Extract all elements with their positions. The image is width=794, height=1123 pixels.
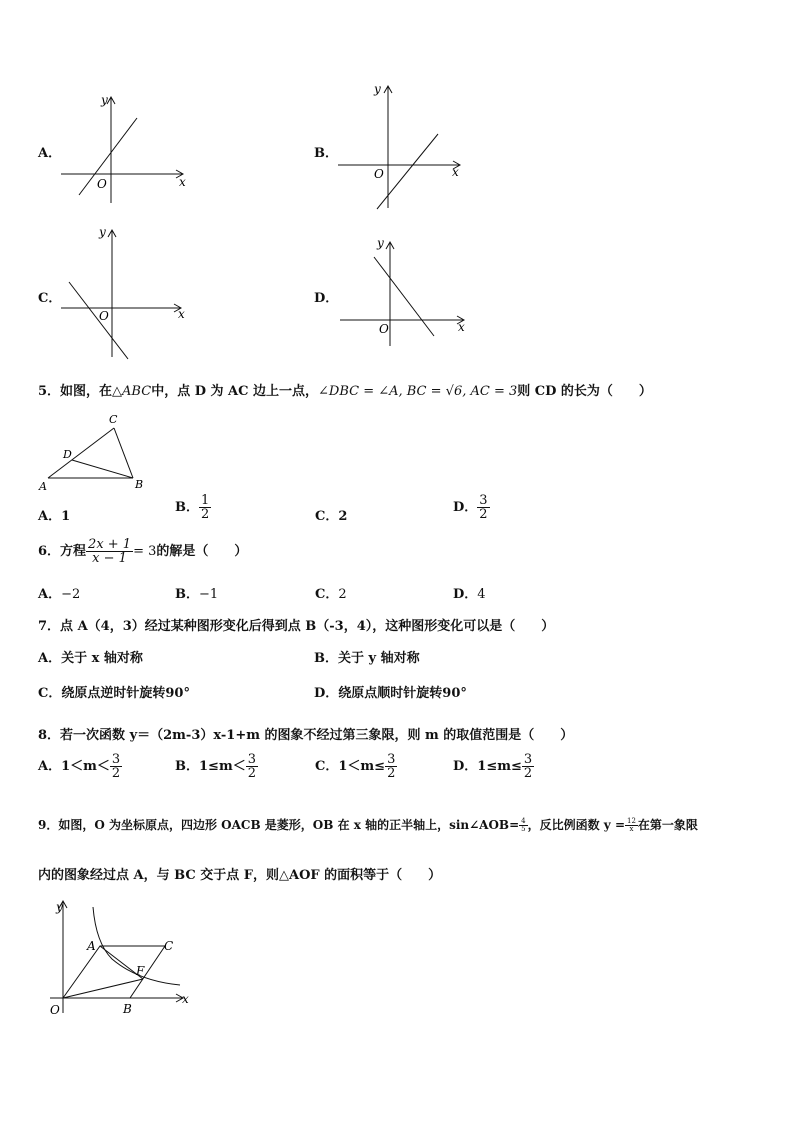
q8-option-d-num: 3: [523, 752, 533, 767]
origin-label: O: [374, 167, 384, 181]
origin-label: O: [379, 322, 389, 336]
point-a-label: A: [39, 480, 47, 493]
q8-option-d[interactable]: [453, 753, 534, 780]
q5-stem: [38, 380, 652, 399]
q6-option-a-label: A．: [38, 587, 62, 602]
q9-figure: [40, 895, 200, 1020]
x-axis-label: x: [178, 307, 185, 321]
q6-suffix: 的解是（ ）: [156, 544, 248, 559]
q8-option-c-den: 2: [387, 766, 396, 781]
q8-option-c[interactable]: [315, 753, 397, 780]
x-axis-label: x: [182, 992, 189, 1006]
y-axis-label: y: [101, 93, 108, 107]
q7-option-a-value: 关于 x 轴对称: [61, 651, 143, 666]
origin-label: O: [97, 177, 107, 191]
q8-option-b-value: 1≤m＜: [199, 759, 246, 774]
origin-label: O: [50, 1003, 60, 1017]
q4-option-b-label: B．: [314, 146, 338, 161]
q7-option-b-label: B．: [314, 651, 338, 666]
q5-option-a-value: 1: [61, 509, 71, 524]
q6-option-b-label: B．: [175, 587, 199, 602]
q7-stem: 7．点 A（4，3）经过某种图形变化后得到点 B（-3，4），这种图形变化可以是（ ）: [38, 619, 555, 634]
q4-graph-a: [55, 85, 200, 210]
q6-option-c-label: C．: [315, 587, 339, 602]
point-c-label: C: [164, 939, 174, 953]
q6-option-c[interactable]: [315, 583, 347, 602]
q8-option-d-den: 2: [523, 766, 533, 781]
y-axis-label: y: [377, 236, 384, 250]
q5-option-d-den: 2: [479, 507, 488, 522]
q9-line1-c: 在第一象限: [637, 818, 698, 832]
q7-option-c[interactable]: [38, 682, 190, 701]
side-cb: [114, 428, 133, 478]
q8-stem: 8．若一次函数 y＝（2m-3）x-1+m 的图象不经过第三象限，则 m 的取值范围是（ ）: [38, 728, 574, 743]
q5-option-c-label: C．: [315, 509, 339, 524]
q7-option-b-value: 关于 y 轴对称: [338, 651, 420, 666]
q8-option-b-den: 2: [247, 766, 256, 781]
q8-option-a-den: 2: [111, 766, 121, 781]
q5-condition: ∠DBC = ∠A, BC = √6, AC = 3: [318, 384, 518, 399]
point-d-label: D: [63, 448, 72, 461]
q6-option-b-value: −1: [199, 587, 219, 602]
rhombus-oacb: [63, 946, 165, 998]
q7-option-a[interactable]: [38, 647, 143, 666]
q7-option-d[interactable]: [314, 682, 467, 701]
q5-triangle-figure: [36, 410, 156, 495]
q7-option-a-label: A．: [38, 651, 62, 666]
q9-k-num: 12: [627, 817, 636, 825]
q8-option-a[interactable]: [38, 753, 122, 780]
q8-option-b[interactable]: [175, 753, 258, 780]
q8-option-a-label: A．: [38, 759, 62, 774]
q6-numerator: 2x + 1: [88, 537, 132, 552]
q6-option-d-label: D．: [453, 587, 478, 602]
q6-equals: = 3: [133, 544, 157, 559]
y-axis-label: y: [99, 225, 106, 239]
point-f-label: F: [136, 964, 145, 978]
q6-denominator: x − 1: [92, 551, 127, 566]
q6-option-a[interactable]: [38, 583, 80, 602]
q4-option-d-label: D．: [314, 291, 339, 306]
q9-stem-line1: [38, 816, 698, 833]
segment-db: [72, 460, 133, 478]
line-graph: [377, 134, 438, 209]
q6-option-d[interactable]: [453, 583, 486, 602]
q5-option-a[interactable]: [38, 505, 70, 524]
q5-option-c[interactable]: [315, 505, 347, 524]
q9-k-den: x: [629, 825, 634, 833]
q7-option-d-value: 绕原点顺时针旋转90°: [338, 686, 467, 701]
q6-prefix: 6．方程: [38, 544, 87, 559]
q5-prefix: 5．如图，在: [38, 384, 113, 399]
q6-option-c-value: 2: [338, 587, 347, 602]
q5-option-d[interactable]: [453, 494, 490, 521]
q9-line1-b: ，反比例函数 y =: [527, 818, 625, 832]
q4-option-a-label: A．: [38, 146, 62, 161]
q9-sin-num: 4: [521, 817, 526, 825]
q7-option-d-label: D．: [314, 686, 339, 701]
q7-option-b[interactable]: [314, 647, 420, 666]
q8-option-c-num: 3: [387, 752, 396, 767]
side-ac: [48, 428, 114, 478]
q5-option-b-label: B．: [175, 500, 199, 515]
line-graph: [79, 118, 137, 195]
q9-sin-den: 5: [521, 825, 526, 833]
point-b-label: B: [123, 1002, 132, 1016]
y-axis-label: y: [56, 900, 63, 914]
q5-suffix: 则 CD 的长为（ ）: [517, 384, 652, 399]
q8-option-d-label: D．: [453, 759, 478, 774]
q6-stem: [38, 538, 247, 565]
q7-option-c-label: C．: [38, 686, 62, 701]
q5-option-b[interactable]: [175, 494, 211, 521]
q6-option-a-value: −2: [61, 587, 81, 602]
q8-option-a-num: 3: [111, 752, 121, 767]
point-c-label: C: [109, 413, 118, 426]
q8-option-c-label: C．: [315, 759, 339, 774]
x-axis-label: x: [452, 165, 459, 179]
q8-option-b-label: B．: [175, 759, 199, 774]
q6-option-d-value: 4: [477, 587, 486, 602]
q5-option-b-den: 2: [201, 507, 210, 522]
q9-stem-line2: 内的图象经过点 A，与 BC 交于点 F，则△AOF 的面积等于（ ）: [38, 868, 442, 883]
q8-option-c-value: 1＜m≤: [338, 759, 386, 774]
q4-graph-b: [330, 78, 475, 218]
q8-option-b-num: 3: [247, 752, 256, 767]
point-a-label: A: [87, 939, 96, 953]
q5-option-a-label: A．: [38, 509, 62, 524]
q4-graph-c: [55, 222, 200, 362]
q8-option-a-value: 1＜m＜: [61, 759, 110, 774]
q9-line1-a: 9．如图，O 为坐标原点，四边形 OACB 是菱形，OB 在 x 轴的正半轴上，sin∠AOB=: [38, 818, 520, 832]
x-axis-label: x: [179, 175, 186, 189]
point-b-label: B: [135, 478, 144, 491]
q5-option-c-value: 2: [338, 509, 348, 524]
q8-option-d-value: 1≤m≤: [477, 759, 522, 774]
q5-option-b-num: 1: [201, 493, 210, 508]
q5-triangle: △ABC: [112, 384, 152, 399]
x-axis-label: x: [458, 320, 465, 334]
q5-option-d-num: 3: [479, 493, 488, 508]
q4-option-c-label: C．: [38, 291, 62, 306]
q7-option-c-value: 绕原点逆时针旋转90°: [61, 686, 190, 701]
y-axis-label: y: [374, 82, 381, 96]
q5-mid: 中，点 D 为 AC 边上一点，: [151, 384, 318, 399]
q6-option-b[interactable]: [175, 583, 218, 602]
origin-label: O: [99, 309, 109, 323]
q5-option-d-label: D．: [453, 500, 478, 515]
q4-graph-d: [330, 232, 475, 352]
